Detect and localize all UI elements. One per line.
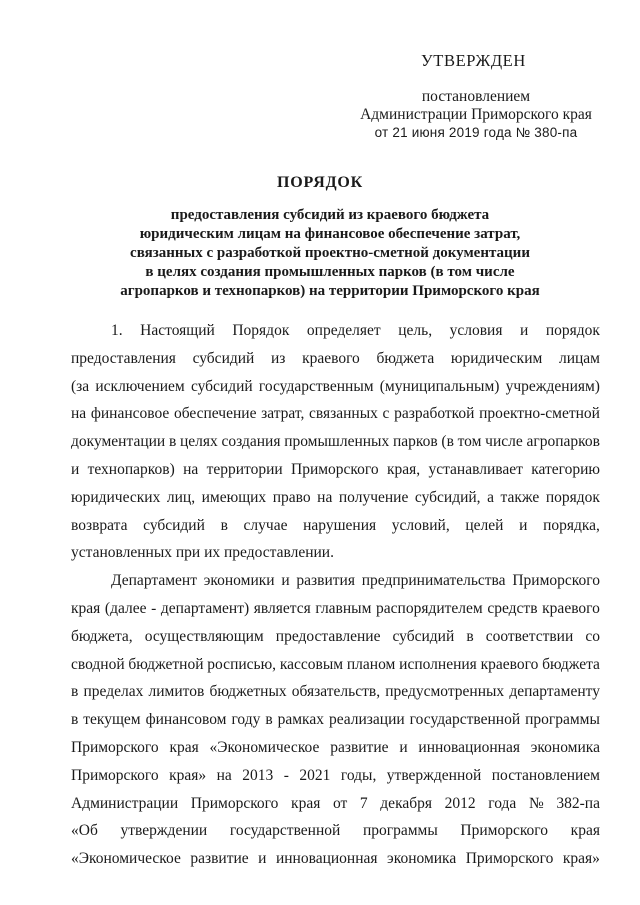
word: финансовое (90, 405, 170, 423)
word: обеспечение (173, 405, 257, 423)
word: цель, (398, 322, 433, 339)
word: промышленных (284, 433, 390, 451)
word: субсидий (392, 627, 455, 645)
word: Приморского (512, 572, 600, 590)
word: бюджета (376, 349, 435, 367)
paragraph-line (71, 512, 600, 540)
word: департаменту (509, 683, 600, 701)
word: краевого (480, 655, 539, 673)
word: том (457, 433, 482, 451)
word: порядка, (543, 516, 600, 534)
word: «Экономическое (71, 850, 181, 868)
word: инновационная (418, 738, 520, 756)
word: исполнения (399, 655, 477, 673)
word: затрат, (261, 405, 305, 423)
word: инновационная (275, 850, 378, 868)
word: и (399, 738, 408, 756)
document-title: ПОРЯДОК (276, 174, 364, 191)
word: реализации (328, 711, 405, 729)
word: и (520, 322, 529, 339)
word: случае (243, 516, 288, 534)
word: Приморского (465, 850, 554, 868)
word: (в (441, 433, 454, 451)
word: - (151, 599, 157, 617)
paragraph-line (71, 678, 600, 706)
word: годы, (340, 766, 377, 784)
word: края (169, 738, 199, 756)
word: (за (71, 377, 90, 395)
paragraph-line (71, 456, 600, 484)
paragraph-line (71, 345, 600, 373)
word: в (220, 516, 228, 534)
word: осуществляющим (144, 627, 264, 645)
word: субсидий (143, 516, 205, 534)
word: юридических (71, 488, 161, 506)
word: развития (296, 572, 355, 590)
word: юридическим (450, 349, 543, 367)
word: департамент) (160, 599, 250, 617)
paragraph-line (71, 317, 600, 345)
word: кассовым (279, 655, 344, 673)
word: 1. (111, 322, 123, 339)
word: экономика (387, 850, 457, 868)
word: бюджетной (128, 655, 204, 673)
paragraph-line (71, 400, 600, 428)
subtitle-line: агропарков и технопарков) на территории Приморского края (120, 283, 540, 299)
word: на (317, 488, 333, 506)
word: средств (487, 599, 538, 617)
paragraph-line (71, 373, 600, 401)
word: № (528, 794, 544, 812)
word: лимитов (148, 683, 205, 701)
word: целей (465, 516, 504, 534)
paragraph-1 (71, 317, 600, 567)
word: планом (346, 655, 396, 673)
word: Департамент (111, 572, 197, 590)
word: утверждении (120, 822, 208, 840)
word: декабря (380, 794, 433, 812)
word: края (570, 822, 600, 840)
word: утвержденной (386, 766, 482, 784)
word: в (168, 433, 177, 451)
subtitle-line: в целях создания промышленных парков (в том числе (145, 264, 515, 280)
word: году (231, 711, 261, 729)
word: года (488, 794, 517, 812)
word: нарушения (303, 516, 377, 534)
word: обязательств, (291, 683, 381, 701)
word: парков (392, 433, 438, 451)
word: соответствии (485, 627, 574, 645)
word: «Об (71, 822, 98, 840)
word: субсидий (192, 349, 255, 367)
word: рамках (277, 711, 324, 729)
paragraph-2 (71, 567, 600, 873)
paragraph-line (71, 845, 600, 873)
paragraph-line (71, 790, 600, 818)
word: проектно-сметной (479, 405, 600, 423)
paragraph-line: установленных при их предоставлении. (71, 544, 334, 562)
word: учреждениям) (505, 377, 600, 395)
word: текущем (83, 711, 141, 729)
word: документации (71, 433, 166, 451)
word: краевого (302, 349, 360, 367)
word: бюджетных (209, 683, 287, 701)
paragraph-line (71, 484, 600, 512)
paragraph-line (71, 762, 600, 790)
word: «Экономическое (209, 738, 320, 756)
subtitle-line: предоставления субсидий из краевого бюджета (170, 207, 490, 223)
word: связанных (309, 405, 378, 423)
resolution-reference (356, 88, 596, 142)
word: постановлением (491, 766, 600, 784)
word: финансовом (145, 711, 227, 729)
word: 2012 (444, 794, 476, 812)
word: экономики (203, 572, 275, 590)
word: государственной (229, 822, 341, 840)
paragraph-line (71, 734, 600, 762)
subtitle-line: связанных с разработкой проектно-сметной документации (130, 245, 530, 261)
word: развитие (190, 850, 249, 868)
word: условия (449, 322, 503, 339)
word: края (71, 599, 101, 617)
resolution-line: постановлением (421, 88, 531, 105)
word: бюджета, (71, 627, 133, 645)
word: 7 (359, 794, 368, 812)
word: исключением (95, 377, 185, 395)
word: программы (525, 711, 600, 729)
word: и (281, 572, 290, 590)
word: субсидий (190, 377, 253, 395)
word: краевого (542, 599, 600, 617)
paragraph-line (71, 595, 600, 623)
word: возврата (71, 516, 128, 534)
word: - (283, 766, 289, 784)
word: на (71, 405, 87, 423)
word: программы (362, 822, 438, 840)
word: Администрации (71, 794, 179, 812)
word: и (71, 460, 80, 478)
word: пределах (83, 683, 144, 701)
word: главным (315, 599, 372, 617)
paragraph-line (71, 651, 600, 679)
word: технопарков) (87, 460, 175, 478)
document-subtitle (60, 206, 600, 301)
word: агропарков (526, 433, 600, 451)
word: устанавливает (428, 460, 523, 478)
word: со (585, 627, 600, 645)
word: имеющих (201, 488, 267, 506)
paragraph-line (71, 567, 600, 595)
word: края, (386, 460, 421, 478)
word: в (71, 711, 79, 729)
word: лицам (558, 349, 600, 367)
word: из (271, 349, 286, 367)
word: 2021 (299, 766, 331, 784)
word: края» (562, 850, 600, 868)
word: Приморского (460, 822, 549, 840)
word: в (265, 711, 273, 729)
word: является (253, 599, 311, 617)
word: 2013 (242, 766, 274, 784)
word: экономика (530, 738, 600, 756)
word: 382-па (556, 794, 600, 812)
word: субсидий, (414, 488, 481, 506)
word: право (272, 488, 311, 506)
document-body (71, 317, 600, 873)
word: а (487, 488, 494, 506)
word: государственной (409, 711, 521, 729)
word: Приморского (71, 738, 159, 756)
word: на (183, 460, 199, 478)
word: предоставления (71, 349, 176, 367)
word: от (332, 794, 348, 812)
word: предпринимательства (361, 572, 506, 590)
paragraph-line (71, 706, 600, 734)
word: края» (169, 766, 207, 784)
word: порядок (545, 488, 600, 506)
word: определяет (306, 322, 381, 339)
resolution-date-number: от 21 июня 2019 года № 380-па (374, 125, 578, 140)
word: в (466, 627, 474, 645)
word: Настоящий (140, 322, 215, 339)
word: распорядителем (376, 599, 483, 617)
word: сводной (71, 655, 125, 673)
paragraph-line (71, 623, 600, 651)
word: целях (179, 433, 218, 451)
word: Порядок (232, 322, 290, 339)
approved-stamp: УТВЕРЖДЕН (421, 51, 526, 70)
word: Приморского (291, 460, 379, 478)
word: получение (338, 488, 409, 506)
word: края (291, 794, 321, 812)
word: числе (485, 433, 523, 451)
word: также (500, 488, 540, 506)
word: росписью, (207, 655, 277, 673)
word: развитие (330, 738, 389, 756)
word: и (519, 516, 528, 534)
word: (муниципальным) (379, 377, 500, 395)
word: разработкой (394, 405, 475, 423)
word: лиц, (166, 488, 196, 506)
subtitle-line: юридическим лицам на финансовое обеспечение затрат, (139, 226, 521, 242)
paragraph-line (71, 428, 600, 456)
word: Приморского (71, 766, 159, 784)
word: категорию (531, 460, 600, 478)
word: предусмотренных (385, 683, 505, 701)
word: с (382, 405, 390, 423)
word: предоставление (275, 627, 381, 645)
word: условий, (391, 516, 450, 534)
word: на (216, 766, 232, 784)
word: (далее (104, 599, 147, 617)
word: порядок (545, 322, 600, 339)
word: создания (221, 433, 281, 451)
resolution-line: Администрации Приморского края (360, 106, 592, 123)
word: территории (206, 460, 283, 478)
word: в (71, 683, 79, 701)
paragraph-line (71, 817, 600, 845)
word: и (258, 850, 267, 868)
word: Приморского (190, 794, 279, 812)
word: государственным (258, 377, 374, 395)
word: бюджета (542, 655, 600, 673)
